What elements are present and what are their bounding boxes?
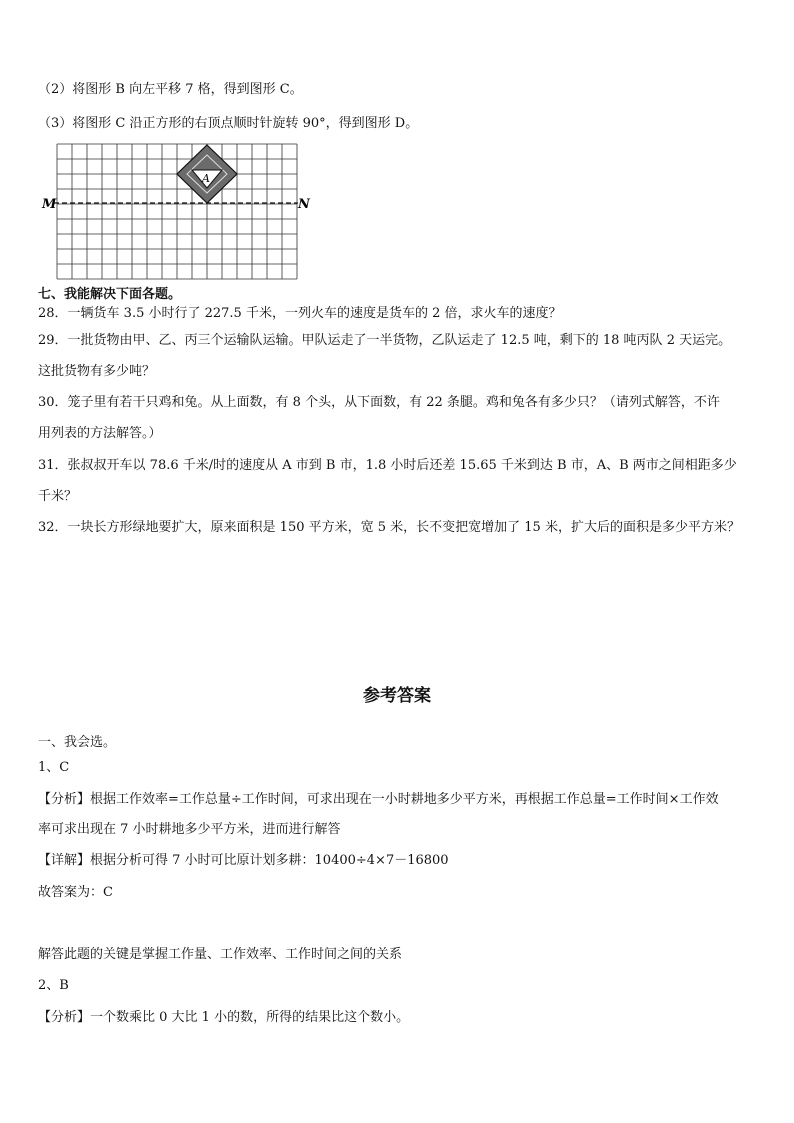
- shape-a-label: A: [202, 172, 210, 185]
- question-29-line-1: 29．一批货物由甲、乙、丙三个运输队运输。甲队运走了一半货物，乙队运走了 12.5 吨，剩下的 18 吨丙队 2 天运完。: [38, 333, 732, 348]
- question-30-line-1: 30．笼子里有若干只鸡和兔。从上面数，有 8 个头，从下面数，有 22 条腿。鸡和兔各有多少只？（请列式解答，不许: [38, 395, 720, 410]
- answer-1-analysis-line-1: 【分析】根据工作效率=工作总量÷工作时间，可求出现在一小时耕地多少平方米，再根据工作总量=工作时间×工作效: [38, 792, 719, 807]
- answers-title: 参考答案: [363, 686, 431, 706]
- answer-1-note: 解答此题的关键是掌握工作量、工作效率、工作时间之间的关系: [38, 947, 403, 962]
- answer-2-analysis: 【分析】一个数乘比 0 大比 1 小的数，所得的结果比这个数小。: [38, 1010, 410, 1025]
- instruction-step-2: （2）将图形 B 向左平移 7 格，得到图形 C。: [38, 82, 303, 97]
- question-29-line-2: 这批货物有多少吨？: [38, 364, 156, 379]
- section-7-heading: 七、我能解决下面各题。: [38, 287, 182, 302]
- answer-1-result: 故答案为：C: [38, 885, 113, 900]
- answers-section-1: 一、我会选。: [38, 735, 117, 750]
- shape-a: [177, 145, 237, 203]
- question-32: 32．一块长方形绿地要扩大，原来面积是 150 平方米，宽 5 米，长不变把宽增加了 15 米，扩大后的面积是多少平方米？: [38, 520, 740, 535]
- label-m: M: [42, 197, 57, 212]
- grid-figure: [42, 140, 310, 282]
- answer-1: 1、C: [38, 760, 70, 775]
- instruction-step-3: （3）将图形 C 沿正方形的右顶点顺时针旋转 90°，得到图形 D。: [38, 116, 419, 131]
- question-30-line-2: 用列表的方法解答。）: [38, 426, 162, 441]
- answer-1-detail: 【详解】根据分析可得 7 小时可比原计划多耕：10400÷4×7－16800: [38, 853, 449, 868]
- answer-2: 2、B: [38, 978, 69, 993]
- label-n: N: [298, 197, 310, 212]
- question-31-line-2: 千米？: [38, 489, 78, 504]
- answer-1-analysis-line-2: 率可求出现在 7 小时耕地多少平方米，进而进行解答: [38, 822, 341, 837]
- question-31-line-1: 31．张叔叔开车以 78.6 千米/时的速度从 A 市到 B 市，1.8 小时后还差 15.65 千米到达 B 市，A、B 两市之间相距多少: [38, 458, 737, 473]
- grid-lines: [57, 144, 297, 279]
- question-28: 28．一辆货车 3.5 小时行了 227.5 千米，一列火车的速度是货车的 2 倍，求火车的速度？: [38, 306, 562, 321]
